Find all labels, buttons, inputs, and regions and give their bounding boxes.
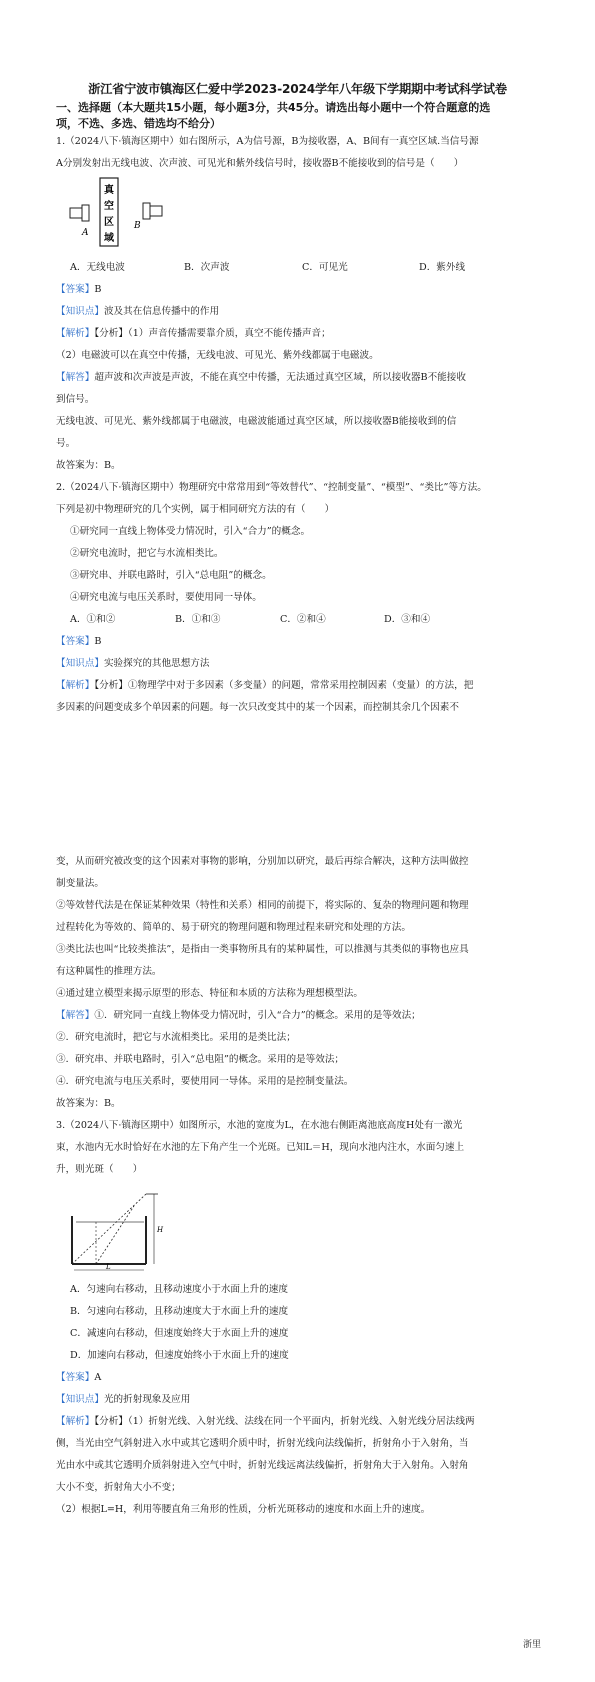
label-h: H	[157, 1226, 164, 1234]
q2-analysis-line2: 多因素的问题变成多个单因素的问题。每一次只改变其中的某一个因素，而控制其余几个因素不	[56, 702, 459, 713]
q2-knowledge-value: 实验探究的其他思想方法	[103, 658, 210, 669]
q1-answer-value: B	[94, 284, 102, 295]
q1-figure	[66, 172, 170, 250]
q2-item-2: ②研究电流时，把它与水流相类比。	[70, 548, 224, 559]
q3-option-b[interactable]: B．匀速向右移动，且移动速度大于水面上升的速度	[70, 1306, 289, 1317]
q2-analysis-line3: 变，从而研究被改变的这个因素对事物的影响，分别加以研究，最后再综合解决，这种方法叫做控	[56, 856, 469, 867]
q3-analysis-line1: 【解析】【分析】（1）折射光线、入射光线、法线在同一个平面内，折射光线、入射光线分居法线两	[56, 1416, 475, 1427]
solution-tag: 【解答】	[56, 1010, 95, 1021]
answer-tag: 【答案】	[56, 284, 95, 295]
q1-stem-line2: A分别发射出无线电波、次声波、可见光和紫外线信号时，接收器B不能接收到的信号是（ ）	[56, 158, 464, 169]
q1-option-a[interactable]: A．无线电波	[70, 262, 125, 273]
analysis-tag: 【解析】	[56, 1416, 95, 1427]
q2-option-b[interactable]: B．①和③	[175, 614, 221, 625]
q2-solution-line2: ②．研究电流时，把它与水流相类比。采用的是类比法；	[56, 1032, 296, 1043]
q1-knowledge	[56, 306, 546, 318]
q1-analysis-line2: （2）电磁波可以在真空中传播，无线电波、可见光、紫外线都属于电磁波。	[56, 350, 379, 361]
q1-conclusion: 故答案为：B。	[56, 460, 121, 471]
q1-solution-line4: 号。	[56, 438, 76, 449]
q2-option-a[interactable]: A．①和②	[70, 614, 116, 625]
q3-analysis-line2: 侧，当光由空气斜射进入水中或其它透明介质中时，折射光线向法线偏折，折射角小于入射角，当	[56, 1438, 469, 1449]
document-title: 浙江省宁波市镇海区仁爱中学2023-2024学年八年级下学期期中考试科学试卷	[88, 82, 507, 96]
q1-analysis-line1: 【解析】【分析】（1）声音传播需要靠介质，真空不能传播声音；	[56, 328, 331, 339]
q3-pool-figure	[66, 1188, 170, 1272]
q1-solution-line2: 到信号。	[56, 394, 95, 405]
q2-analysis-line8: 有这种属性的推理方法。	[56, 966, 162, 977]
vacuum-label-char-2: 空	[104, 201, 114, 212]
solution-tag: 【解答】	[56, 372, 95, 383]
q2-item-3: ③研究串、并联电路时，引入“总电阻”的概念。	[70, 570, 272, 581]
vacuum-label-char-4: 域	[104, 233, 114, 244]
q2-knowledge	[56, 658, 546, 670]
q2-analysis-line6: 过程转化为等效的、简单的、易于研究的物理问题和物理过程来研究和处理的方法。	[56, 922, 411, 933]
q3-stem-line2: 束，水池内无水时恰好在水池的左下角产生一个光斑。已知L＝H，现向水池内注水，水面匀速上	[56, 1142, 465, 1153]
q3-answer-value: A	[94, 1372, 102, 1383]
q3-option-a[interactable]: A．匀速向右移动，且移动速度小于水面上升的速度	[70, 1284, 288, 1295]
q2-stem-line1: 2.（2024八下·镇海区期中）物理研究中常常用到“等效替代”、“控制变量”、“模型”、“类比”等方法。	[56, 482, 487, 493]
q3-stem-line3: 升，则光斑（ ）	[56, 1164, 143, 1175]
q2-answer	[56, 636, 546, 648]
q3-knowledge-value: 光的折射现象及应用	[103, 1394, 191, 1405]
q2-solution-line1: 【解答】①．研究同一直线上物体受力情况时，引入“合力”的概念。采用的是等效法；	[56, 1010, 421, 1021]
analysis-tag: 【解析】	[56, 328, 95, 339]
q2-option-d[interactable]: D．③和④	[384, 614, 431, 625]
q3-option-d[interactable]: D．加速向右移动，但速度始终小于水面上升的速度	[70, 1350, 289, 1361]
q1-option-d[interactable]: D．紫外线	[419, 262, 466, 273]
q2-solution-line4: ④．研究电流与电压关系时，要使用同一导体。采用的是控制变量法。	[56, 1076, 354, 1087]
q2-item-4: ④研究电流与电压关系时，要使用同一导体。	[70, 592, 262, 603]
q2-conclusion: 故答案为：B。	[56, 1098, 121, 1109]
q3-answer	[56, 1372, 546, 1384]
knowledge-tag: 【知识点】	[56, 658, 104, 669]
analysis-tag: 【解析】	[56, 680, 95, 691]
section-heading-line2: 项，不选、多选、错选均不给分）	[56, 117, 221, 130]
q3-knowledge	[56, 1394, 546, 1406]
q2-analysis-line1: 【解析】【分析】①物理学中对于多因素（多变量）的问题，常常采用控制因素（变量）的方法，把	[56, 680, 474, 691]
vacuum-label-char-1: 真	[104, 185, 114, 196]
page-footer: 浙里	[522, 1640, 541, 1650]
q1-solution-line1: 【解答】超声波和次声波是声波，不能在真空中传播，无法通过真空区域，所以接收器B不能接收	[56, 372, 466, 383]
q2-answer-value: B	[94, 636, 102, 647]
q2-stem-line2: 下列是初中物理研究的几个实例，属于相同研究方法的有（ ）	[56, 504, 335, 515]
q1-knowledge-value: 波及其在信息传播中的作用	[103, 306, 220, 317]
label-l: L	[106, 1263, 111, 1271]
q1-stem-line1: 1.（2024八下·镇海区期中）如右图所示，A为信号源，B为接收器，A、B间有一真空区域.当信号源	[56, 136, 479, 147]
label-b: B	[134, 221, 141, 231]
q3-stem-line1: 3.（2024八下·镇海区期中）如图所示，水池的宽度为L，在水池右侧距离池底高度H处有一激光	[56, 1120, 463, 1131]
q3-analysis-line4: 大小不变，折射角大小不变；	[56, 1482, 181, 1493]
q3-analysis-line3: 光由水中或其它透明介质斜射进入空气中时，折射光线远离法线偏折，折射角大于入射角。入射角	[56, 1460, 469, 1471]
q2-analysis-line4: 制变量法。	[56, 878, 104, 889]
answer-tag: 【答案】	[56, 1372, 95, 1383]
q2-option-c[interactable]: C．②和④	[280, 614, 326, 625]
knowledge-tag: 【知识点】	[56, 306, 104, 317]
q2-solution-line3: ③．研究串、并联电路时，引入“总电阻”的概念。采用的是等效法；	[56, 1054, 345, 1065]
q2-analysis-line7: ③类比法也叫“比较类推法”，是指由一类事物所具有的某种属性，可以推测与其类似的事物也应具	[56, 944, 469, 955]
knowledge-tag: 【知识点】	[56, 1394, 104, 1405]
label-a: A	[82, 228, 89, 238]
q3-option-c[interactable]: C．减速向右移动，但速度始终大于水面上升的速度	[70, 1328, 289, 1339]
answer-tag: 【答案】	[56, 636, 95, 647]
q1-option-b[interactable]: B．次声波	[184, 262, 230, 273]
q2-item-1: ①研究同一直线上物体受力情况时，引入“合力”的概念。	[70, 526, 311, 537]
vacuum-label-char-3: 区	[104, 217, 114, 228]
q2-analysis-line9: ④通过建立模型来揭示原型的形态、特征和本质的方法称为理想模型法。	[56, 988, 363, 999]
q3-analysis-line5: （2）根据L=H，利用等腰直角三角形的性质，分析光斑移动的速度和水面上升的速度。	[56, 1504, 431, 1515]
q1-option-c[interactable]: C．可见光	[302, 262, 348, 273]
q2-analysis-line5: ②等效替代法是在保证某种效果（特性和关系）相同的前提下，将实际的、复杂的物理问题和物理	[56, 900, 469, 911]
q1-answer	[56, 284, 546, 296]
section-heading-line1: 一、选择题（本大题共15小题，每小题3分，共45分。请选出每小题中一个符合题意的选	[56, 101, 491, 114]
q1-solution-line3: 无线电波、可见光、紫外线都属于电磁波，电磁波能通过真空区域，所以接收器B能接收到的信	[56, 416, 457, 427]
